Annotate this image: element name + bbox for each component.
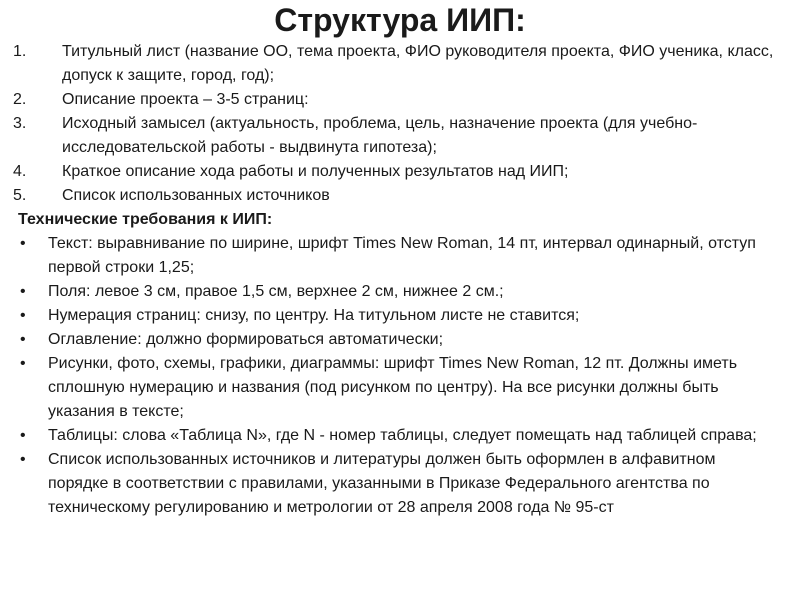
structure-item-text: Краткое описание хода работы и полученных результатов над ИИП; (62, 163, 569, 180)
structure-item-number: 2. (13, 91, 27, 108)
structure-list (0, 40, 782, 208)
requirement-item (0, 232, 780, 280)
tech-requirements-list (0, 232, 780, 520)
tech-requirements-heading: Технические требования к ИИП: (18, 211, 273, 228)
requirement-item (0, 424, 780, 448)
bullet-icon: • (20, 427, 26, 444)
structure-item-number: 1. (13, 43, 27, 60)
structure-item-text: Описание проекта – 3-5 страниц: (62, 91, 309, 108)
structure-item (0, 112, 782, 160)
structure-item-text: Список использованных источников (62, 187, 330, 204)
requirement-text: Рисунки, фото, схемы, графики, диаграммы: шрифт Times New Roman, 12 пт. Должны иметь сплошную нумерацию и названия (под рисунком по центру). На все рисунки должны быть указания в тексте; (48, 355, 738, 420)
structure-item (0, 88, 782, 112)
bullet-icon: • (20, 451, 26, 468)
bullet-icon: • (20, 283, 26, 300)
requirement-item (0, 280, 780, 304)
bullet-icon: • (20, 331, 26, 348)
structure-item-number: 4. (13, 163, 27, 180)
requirement-item (0, 352, 780, 424)
structure-item-text: Титульный лист (название ОО, тема проекта, ФИО руководителя проекта, ФИО ученика, класс, допуск к защите, город, год); (62, 43, 774, 84)
structure-item (0, 160, 782, 184)
bullet-icon: • (20, 235, 26, 252)
bullet-icon: • (20, 307, 26, 324)
structure-item-number: 5. (13, 187, 27, 204)
requirement-text: Список использованных источников и литературы должен быть оформлен в алфавитном порядке в соответствии с правилами, указанными в Приказе Федерального агентства по техническому регулированию и метрологии от 28 апреля 2008 года № 95-ст (48, 451, 716, 516)
structure-item-text: Исходный замысел (актуальность, проблема, цель, назначение проекта (для учебно-исследовательской работы - выдвинута гипотеза); (62, 115, 698, 156)
requirement-item (0, 448, 780, 520)
requirement-text: Текст: выравнивание по ширине, шрифт Times New Roman, 14 пт, интервал одинарный, отступ первой строки 1,25; (48, 235, 756, 276)
structure-item-number: 3. (13, 115, 27, 132)
structure-item (0, 40, 782, 88)
slide-title: Структура ИИП: (274, 2, 526, 38)
requirement-item (0, 304, 780, 328)
requirement-text: Поля: левое 3 см, правое 1,5 см, верхнее 2 см, нижнее 2 см.; (48, 283, 504, 300)
requirement-text: Таблицы: слова «Таблица N», где N - номер таблицы, следует помещать над таблицей справа; (48, 427, 757, 444)
structure-item (0, 184, 782, 208)
requirement-text: Нумерация страниц: снизу, по центру. На титульном листе не ставится; (48, 307, 580, 324)
requirement-text: Оглавление: должно формироваться автоматически; (48, 331, 444, 348)
requirement-item (0, 328, 780, 352)
bullet-icon: • (20, 355, 26, 372)
